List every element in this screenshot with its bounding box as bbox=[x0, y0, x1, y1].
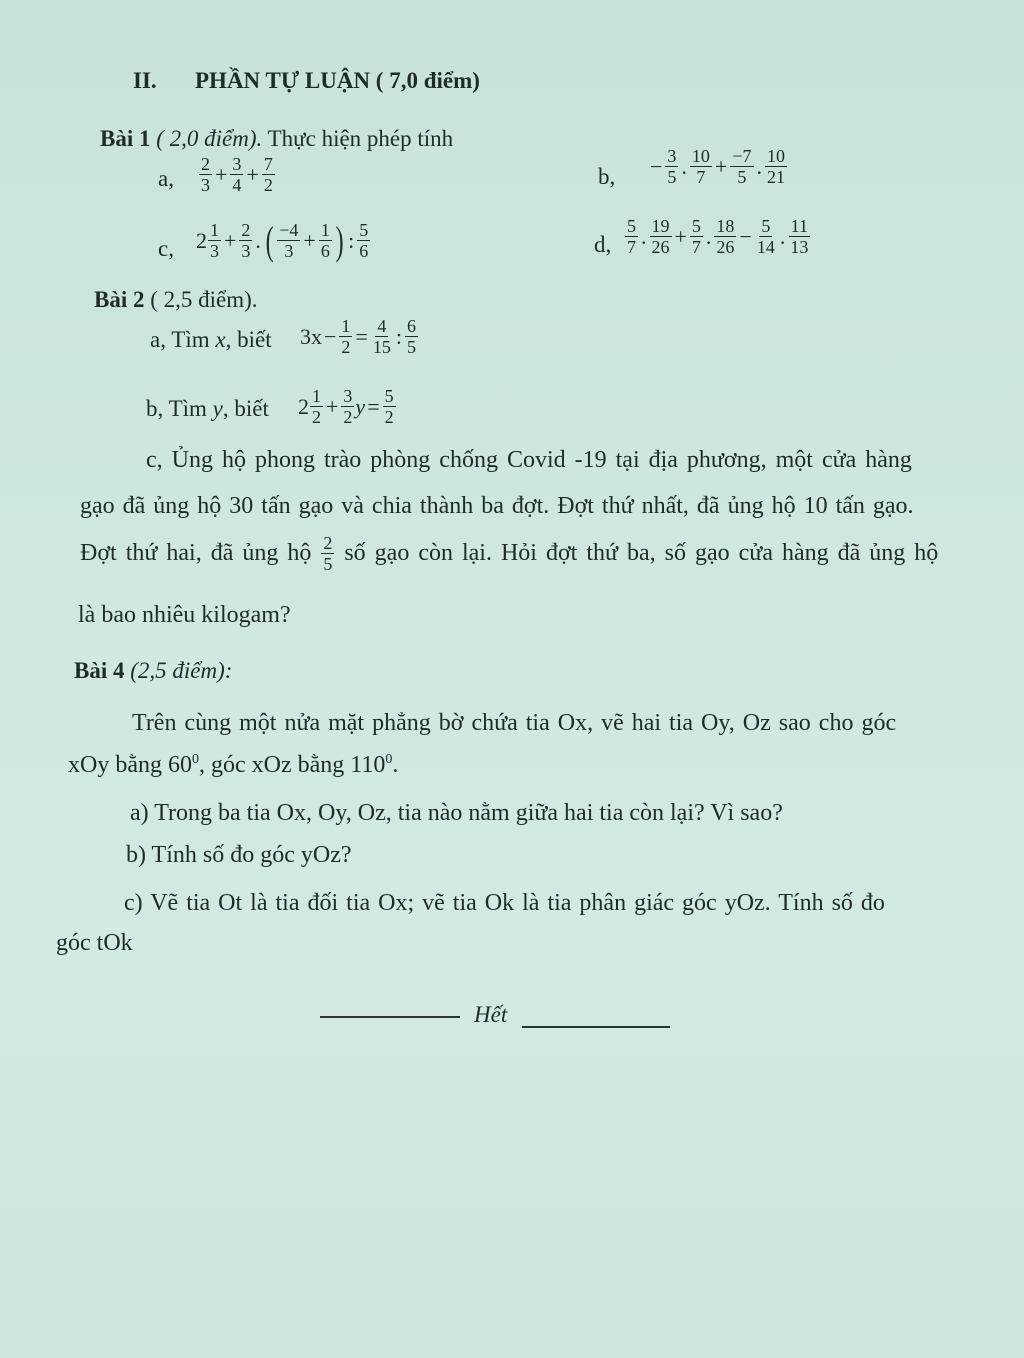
bai2-b-var: y bbox=[212, 396, 223, 421]
bai2-c-line3-pre: Đợt thứ hai, đã ủng hộ bbox=[80, 540, 312, 566]
bai2-b-prefix: b, Tìm bbox=[146, 396, 207, 421]
footer-end: Hết bbox=[474, 1002, 508, 1027]
section-title: PHẦN TỰ LUẬN ( 7,0 điểm) bbox=[195, 68, 480, 93]
bai2-c-line3: Đợt thứ hai, đã ủng hộ $\frac{2}{5}$ số gạo còn lại. Hỏi đợt thứ ba, số gạo cửa hàng đã ủng hộ bbox=[80, 533, 939, 574]
bai2-label: Bài 2 bbox=[94, 287, 145, 312]
bai2-c-line3-post: số gạo còn lại. Hỏi đợt thứ ba, số gạo cửa hàng đã ủng hộ bbox=[344, 540, 939, 566]
bai1-a-expression: $\frac{2}{3}$ + $\frac{3}{4}$ + $\frac{7}{2}$ bbox=[201, 154, 273, 195]
bai4-line2-a: xOy bằng 60 bbox=[68, 752, 192, 778]
bai2-c-line2: gạo đã ủng hộ 30 tấn gạo và chia thành ba đợt. Đợt thứ nhất, đã ủng hộ 10 tấn gạo. bbox=[80, 493, 914, 519]
bai2-a-var: x bbox=[215, 327, 226, 352]
footer-rule-right bbox=[522, 1026, 670, 1028]
bai1-c-expression: 2 $\frac{1}{3}$ + $\frac{2}{3}$ . ( $\frac{-4}{3}$ + $\frac{1}{6}$ ) : $\frac{5}{6}$ bbox=[196, 217, 369, 263]
bai1-d-label: d, bbox=[594, 232, 612, 257]
bai2-c-line4: là bao nhiêu kilogam? bbox=[78, 602, 291, 628]
bai1-a-label: a, bbox=[158, 166, 174, 191]
bai2-points: ( 2,5 điểm). bbox=[150, 287, 258, 312]
bai1-b-expression: − $\frac{3}{5}$ . $\frac{10}{7}$ + $\frac{-7}{5}$ . $\frac{10}{21}$ bbox=[650, 146, 785, 187]
bai2-b-mid: , biết bbox=[222, 396, 269, 421]
bai2-a bbox=[150, 327, 272, 353]
bai4-qc-line1: c) Vẽ tia Ot là tia đối tia Ox; vẽ tia Ok là tia phân giác góc yOz. Tính số đo bbox=[124, 890, 885, 916]
bai1-b-label: b, bbox=[598, 164, 616, 189]
bai2-a-expr: 3x bbox=[300, 323, 322, 349]
bai1-c-whole: 2 bbox=[196, 227, 207, 253]
bai4-points: (2,5 điểm): bbox=[130, 658, 233, 683]
bai2-a-prefix: a, Tìm bbox=[150, 327, 210, 352]
bai4-deg-2: 0 bbox=[385, 752, 393, 767]
bai1-label: Bài 1 bbox=[100, 126, 151, 151]
bai2-b bbox=[146, 396, 269, 422]
bai2-b-whole: 2 bbox=[298, 393, 309, 419]
bai4-qc-line2: góc tOk bbox=[56, 930, 133, 956]
bai1-d-minus: − bbox=[739, 223, 752, 249]
bai4-deg-1: 0 bbox=[191, 752, 199, 767]
bai2-b-y: y bbox=[355, 393, 366, 419]
bai4-line2-b: , góc xOz bằng 110 bbox=[198, 752, 386, 778]
bai1-d-expression: $\frac{5}{7}$ . $\frac{19}{26}$ + $\frac{5}{7}$ . $\frac{18}{26}$ − $\frac{5}{14}$ . $\frac{11}{13}$ bbox=[627, 216, 809, 257]
bai4-label: Bài 4 bbox=[74, 658, 125, 683]
bai4-line2-c: . bbox=[392, 752, 399, 778]
footer-rule-left bbox=[320, 1016, 460, 1018]
bai2-b-expression: 2 $\frac{1}{2}$ + $\frac{3}{2}$ y = $\frac{5}{2}$ bbox=[298, 386, 394, 427]
bai4-header bbox=[74, 658, 232, 684]
bai4-line1: Trên cùng một nửa mặt phẳng bờ chứa tia Ox, vẽ hai tia Oy, Oz sao cho góc bbox=[132, 710, 897, 736]
bai4-qb: b) Tính số đo góc yOz? bbox=[126, 842, 352, 868]
bai1-instruction: Thực hiện phép tính bbox=[267, 126, 454, 151]
bai4-qa: a) Trong ba tia Ox, Oy, Oz, tia nào nằm giữa hai tia còn lại? Vì sao? bbox=[130, 800, 783, 826]
bai2-c-line1: c, Ủng hộ phong trào phòng chống Covid -19 tại địa phương, một cửa hàng bbox=[146, 447, 912, 473]
bai1-points: ( 2,0 điểm). bbox=[156, 126, 263, 151]
bai2-a-mid: , biết bbox=[225, 327, 272, 352]
bai2-header bbox=[94, 287, 258, 313]
bai2-a-expression: 3x − $\frac{1}{2}$ = $\frac{4}{15}$ : $\frac{6}{5}$ bbox=[300, 316, 416, 357]
bai4-line2 bbox=[68, 752, 398, 779]
section-roman: II. bbox=[133, 68, 157, 93]
bai1-c-label: c, bbox=[158, 236, 174, 261]
bai1-header bbox=[100, 126, 453, 152]
